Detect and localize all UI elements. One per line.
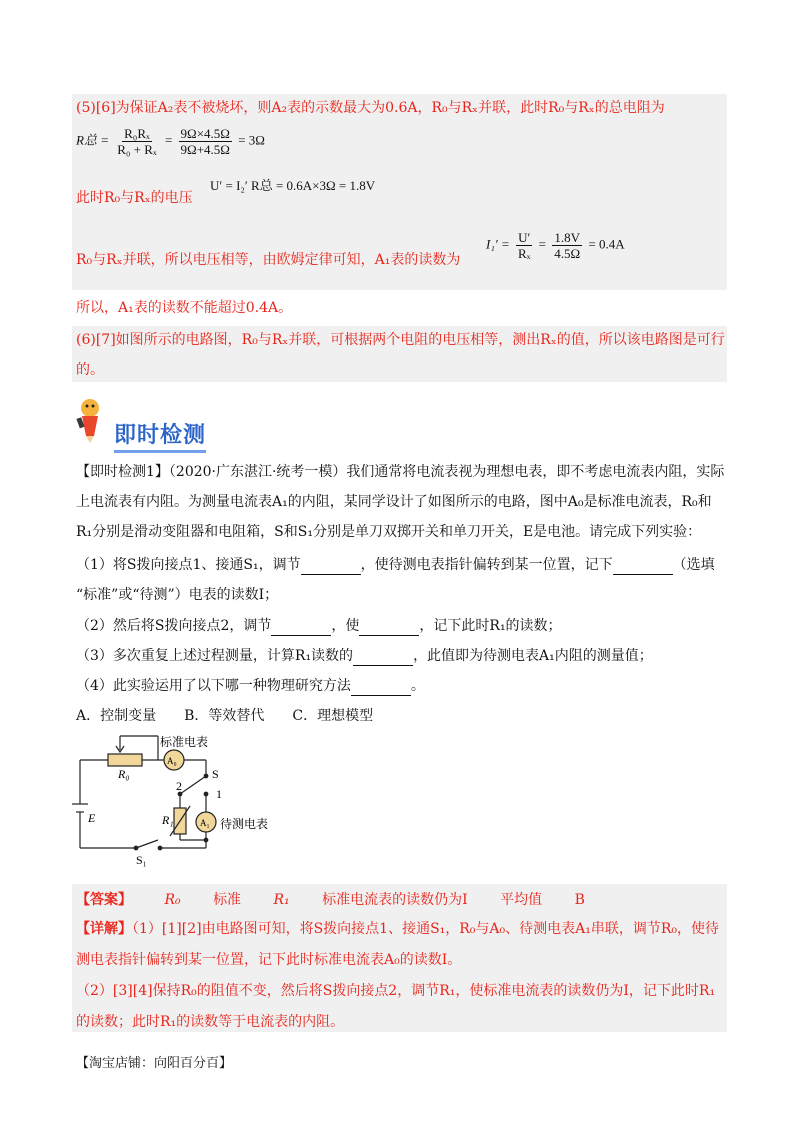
- question-line-3: R₁分别是滑动变阻器和电阻箱，S和S₁分别是单刀双掷开关和单刀开关，E是电池。请完成下列实验：: [76, 524, 702, 540]
- voltage-label: 此时R₀与Rₓ的电压: [76, 190, 193, 206]
- footer-shop-label: 【淘宝店铺：向阳百分百】: [76, 1056, 233, 1071]
- question-3: （3）多次重复上述过程测量，计算R₁读数的 ，此值即为待测电表A₁内阻的测量值；: [76, 648, 653, 664]
- question-line-1: 【即时检测1】（2020·广东湛江·统考一模）我们通常将电流表视为理想电表，即不考虑电流表内阻，实际: [76, 464, 725, 480]
- svg-text:待测电表: 待测电表: [220, 817, 269, 831]
- conclusion-text: 所以，A₁表的读数不能超过0.4A。: [76, 300, 293, 316]
- rheostat-r0: [108, 754, 142, 766]
- equation-current: I₁′ = $\frac{U'}{\text{Rₓ}}$ = $\frac{1.8V}{4.5\Omega}$ = 0.4A: [486, 230, 625, 261]
- circuit-diagram: [70, 732, 330, 872]
- detail-line-4: 的读数；此时R₁的读数等于电流表的内阻。: [76, 1014, 345, 1030]
- question-line-2: 上电流表有内阻。为测量电流表A₁的内阻，某同学设计了如图所示的电路，图中A₀是标准电流表，R₀和: [76, 494, 712, 510]
- blank-4[interactable]: [359, 621, 419, 636]
- svg-text:标准电表: 标准电表: [160, 735, 209, 749]
- question-1: （1）将S拨向接点1、接通S₁，调节 ，使待测电表指针偏转到某一位置，记下 （选填: [76, 557, 715, 573]
- solution-p6-line1: (6)[7]如图所示的电路图，R₀与Rₓ并联，可根据两个电阻的电压相等，测出Rₓ的值，所以该电路图是可行: [76, 332, 725, 348]
- blank-6[interactable]: [351, 681, 411, 696]
- detail-line-2: 测电表指针偏转到某一位置，记下此时标准电流表A₀的读数I。: [76, 952, 462, 968]
- svg-text:A₀: A₀: [167, 756, 177, 766]
- question-1-line-2: “标准”或“待测”）电表的读数I；: [76, 587, 279, 603]
- pencil-icon: [70, 396, 110, 444]
- equation-voltage: U′ = I₂′ R总 = 0.6A×3Ω = 1.8V: [210, 178, 376, 193]
- svg-text:1: 1: [216, 787, 222, 801]
- blank-5[interactable]: [353, 651, 413, 666]
- blank-2[interactable]: [613, 560, 673, 575]
- question-2: （2）然后将S拨向接点2，调节 ，使 ，记下此时R₁的读数；: [76, 618, 562, 634]
- svg-text:R₁: R₁: [162, 813, 174, 827]
- svg-text:S₁: S₁: [136, 853, 147, 867]
- detail-line-3: （2）[3][4]保持R₀的阻值不变，然后将S拨向接点2，调节R₁，使标准电流表的读数仍为I，记下此时R₁: [76, 983, 716, 999]
- blank-3[interactable]: [271, 621, 331, 636]
- solution-p6-line2: 的。: [76, 362, 104, 378]
- svg-text:E: E: [88, 811, 96, 825]
- detail-line-1: 【详解】（1）[1][2]由电路图可知，将S拨向接点1、接通S₁，R₀与A₀、待测电表A₁串联，调节R₀，使待: [76, 921, 720, 937]
- svg-text:A₁: A₁: [200, 818, 210, 828]
- question-4: （4）此实验运用了以下哪一种物理研究方法 。: [76, 678, 425, 694]
- equation-total-resistance: R总 = $\frac{\text{R₀Rₓ}}{\text{R₀ + Rₓ}}$ = $\frac{9\Omega\times 4.5\Omega}{9\Omega+4.5\Omega}$ = 3Ω: [76, 126, 265, 157]
- solution-p5-intro: (5)[6]为保证A₂表不被烧坏，则A₂表的示数最大为0.6A，R₀与Rₓ并联，此时R₀与Rₓ的总电阻为: [76, 100, 665, 116]
- svg-text:R₀: R₀: [118, 767, 130, 781]
- svg-text:2: 2: [176, 779, 182, 793]
- answer-line: 【答案】 R₀ 标准 R₁ 标准电流表的读数仍为I 平均值 B: [76, 892, 585, 908]
- section-title: 即时检测: [114, 418, 206, 453]
- blank-1[interactable]: [301, 560, 361, 575]
- svg-text:S: S: [212, 767, 219, 781]
- parallel-text: R₀与Rₓ并联，所以电压相等，由欧姆定律可知，A₁表的读数为: [76, 252, 461, 268]
- question-options: A．控制变量 B．等效替代 C．理想模型: [76, 708, 374, 724]
